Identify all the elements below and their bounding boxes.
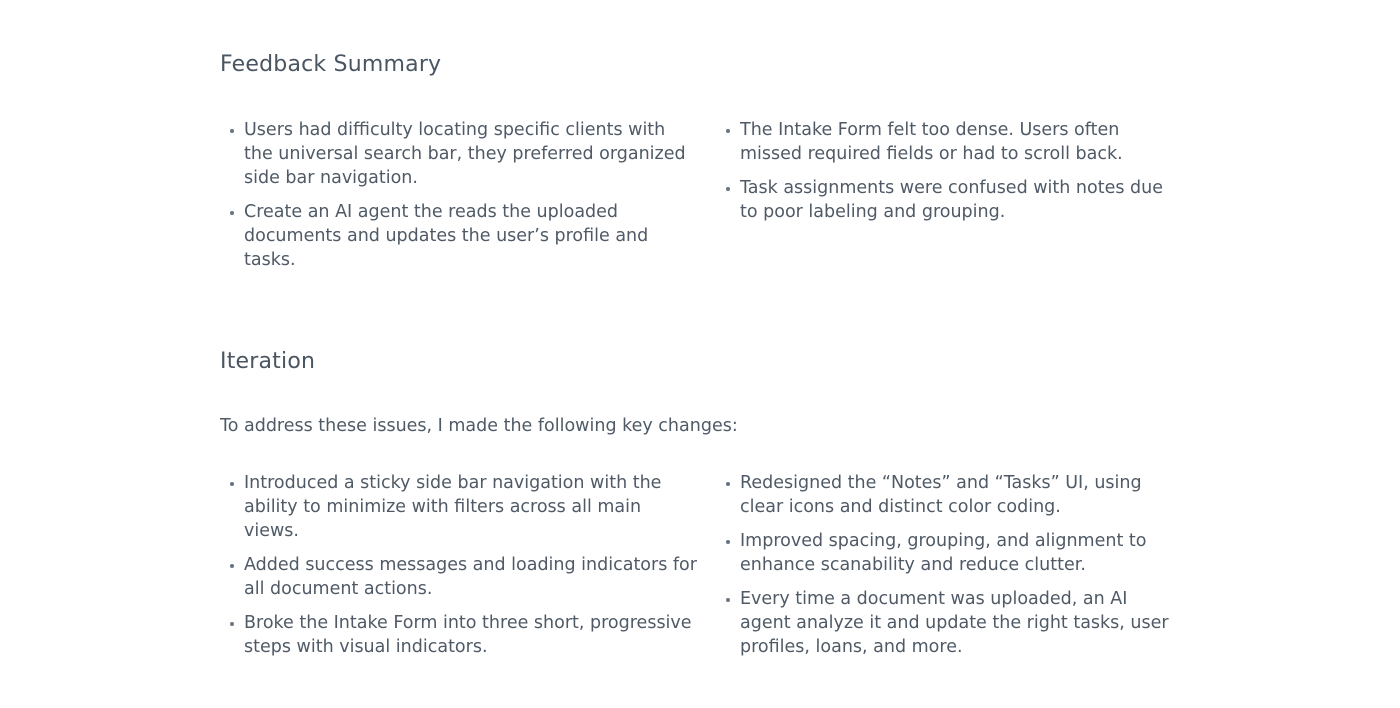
iteration-list-right bbox=[716, 471, 1176, 669]
feedback-list-right bbox=[716, 118, 1176, 234]
list-item: Broke the Intake Form into three short, progressive steps with visual indicators. bbox=[220, 611, 700, 659]
list-item: Users had difficulty locating specific clients with the universal search bar, they preferred organized side bar navigation. bbox=[220, 118, 690, 190]
list-item: Task assignments were confused with notes due to poor labeling and grouping. bbox=[716, 176, 1176, 224]
feedback-list-left bbox=[220, 118, 690, 282]
list-item: The Intake Form felt too dense. Users often missed required fields or had to scroll back. bbox=[716, 118, 1176, 166]
list-item: Improved spacing, grouping, and alignment to enhance scanability and reduce clutter. bbox=[716, 529, 1176, 577]
iteration-intro: To address these issues, I made the following key changes: bbox=[220, 416, 738, 436]
iteration-list-left bbox=[220, 471, 700, 669]
list-item: Added success messages and loading indicators for all document actions. bbox=[220, 553, 700, 601]
feedback-summary-heading: Feedback Summary bbox=[220, 52, 442, 77]
list-item: Redesigned the “Notes” and “Tasks” UI, using clear icons and distinct color coding. bbox=[716, 471, 1176, 519]
list-item: Every time a document was uploaded, an AI agent analyze it and update the right tasks, user profiles, loans, and more. bbox=[716, 587, 1176, 659]
list-item: Introduced a sticky side bar navigation with the ability to minimize with filters across all main views. bbox=[220, 471, 700, 543]
iteration-heading: Iteration bbox=[220, 349, 316, 374]
list-item: Create an AI agent the reads the uploaded documents and updates the user’s profile and tasks. bbox=[220, 200, 690, 272]
